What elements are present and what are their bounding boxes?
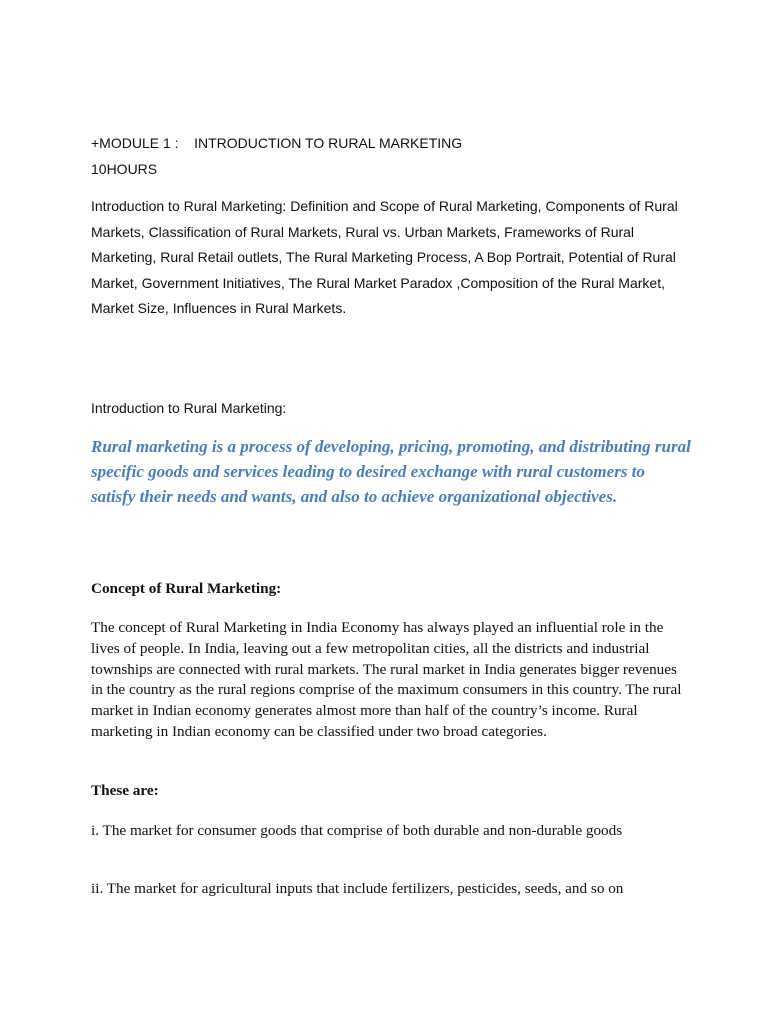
concept-heading: Concept of Rural Marketing: [91,580,282,597]
list-item-consumer-goods: i. The market for consumer goods that comprise of both durable and non-durable goods [91,822,623,839]
definition-quote: Rural marketing is a process of developing, pricing, promoting, and distributing rural specific goods and services leading to desired exchange with rural customers to satisfy their needs and wants, and also to achieve organizational objectives. [91,437,691,506]
these-are-heading: These are: [91,782,159,799]
module-heading: +MODULE 1 : INTRODUCTION TO RURAL MARKETING [91,135,463,151]
syllabus-paragraph: Introduction to Rural Marketing: Definition and Scope of Rural Marketing, Components of Rural Markets, Classification of Rural Markets, Rural vs. Urban Markets, Frameworks of Rural Marketing, Rural Retail outlets, The Rural Marketing Process, A Bop Portrait, Potential of Rural Market, Government Initiatives, The Rural Market Paradox ,Composition of the Rural Market, Market Size, Influences in Rural Markets. [91,198,678,317]
intro-label: Introduction to Rural Marketing: [91,400,287,416]
list-item-agricultural-inputs: ii. The market for agricultural inputs that include fertilizers, pesticides, seeds, and so on [91,880,624,897]
module-hours: 10HOURS [91,161,158,177]
concept-paragraph: The concept of Rural Marketing in India Economy has always played an influential role in the lives of people. In India, leaving out a few metropolitan cities, all the districts and industrial townships are connected with rural markets. The rural market in India generates bigger revenues in the country as the rural regions comprise of the maximum consumers in this country. The rural market in Indian economy generates almost more than half of the country’s income. Rural marketing in Indian economy can be classified under two broad categories. [91,619,682,740]
